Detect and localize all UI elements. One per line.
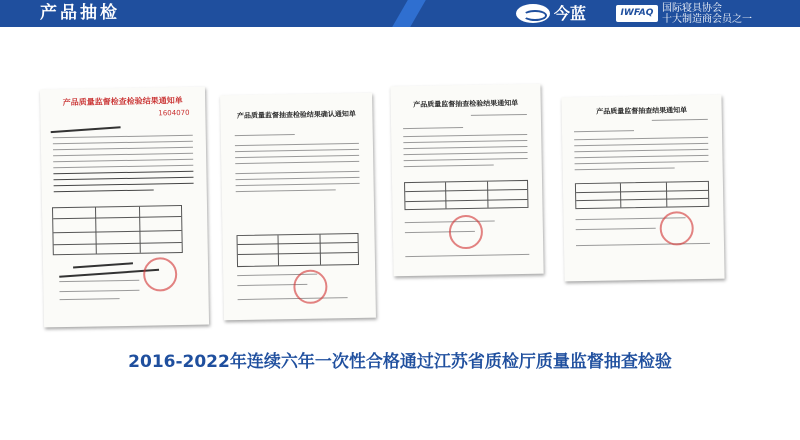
text-line [403, 146, 527, 149]
document-title: 产品质量监督抽查检验结果确认通知单 [236, 109, 356, 121]
inspection-document-1 [40, 87, 209, 328]
brand-logo-icon [516, 4, 550, 23]
red-seal [449, 215, 484, 250]
page-title: 产品抽检 [40, 3, 120, 23]
text-line [405, 254, 529, 257]
handwriting [73, 262, 133, 268]
table-col [319, 235, 321, 265]
text-line [235, 149, 359, 152]
document-number: 1604070 [158, 108, 190, 118]
table-row [405, 189, 527, 192]
text-line [53, 153, 193, 156]
association-line-2: 十大制造商会员之一 [662, 14, 752, 25]
table-row [576, 198, 708, 201]
text-line [53, 141, 193, 144]
text-line [471, 114, 527, 116]
text-line [235, 161, 359, 164]
text-line [235, 143, 359, 146]
text-line [652, 119, 708, 121]
table-row [238, 242, 358, 245]
inspection-document-2 [220, 93, 376, 321]
text-line [576, 228, 656, 230]
iwfaq-badge: IWFAQ [616, 5, 658, 22]
header-bar [0, 0, 800, 27]
brand-name: 今蓝 [554, 4, 587, 23]
handwriting [51, 126, 121, 133]
table-row [53, 216, 181, 219]
text-line [574, 149, 708, 152]
text-line [238, 297, 348, 300]
inspection-document-3 [390, 84, 543, 277]
text-line [404, 152, 528, 155]
results-table [404, 180, 528, 210]
text-line [575, 161, 709, 164]
text-line [53, 135, 193, 138]
table-col [620, 183, 621, 207]
text-line [404, 158, 528, 161]
text-line [236, 189, 336, 192]
table-col [445, 182, 446, 208]
text-line [574, 155, 708, 158]
text-line [403, 140, 527, 143]
text-line [60, 298, 120, 300]
text-line [576, 243, 710, 246]
table-row [576, 190, 708, 193]
brand-block [516, 0, 800, 27]
text-line [235, 171, 359, 174]
text-line [53, 165, 193, 168]
red-seal [143, 257, 178, 292]
text-line [54, 183, 194, 186]
inspection-document-4 [561, 95, 724, 282]
caption: 2016-2022年连续六年一次性合格通过江苏省质检厅质量监督抽查检验 [128, 352, 672, 372]
association-line-1: 国际寝具协会 [662, 3, 722, 14]
text-line [403, 127, 463, 129]
text-line [235, 134, 295, 136]
red-seal [293, 270, 328, 305]
results-table [52, 205, 183, 255]
table-row [54, 242, 182, 245]
text-line [235, 155, 359, 158]
text-line [54, 177, 194, 180]
header-stripe [392, 0, 426, 27]
text-line [403, 134, 527, 137]
text-line [236, 177, 360, 180]
text-line [53, 159, 193, 162]
text-line [575, 167, 675, 170]
document-title: 产品质量监督抽查检验结果通知单 [413, 99, 519, 109]
table-col [487, 182, 488, 208]
text-line [54, 189, 154, 192]
document-title: 产品质量监督检查检验结果通知单 [62, 95, 183, 108]
results-table [236, 233, 359, 267]
text-line [574, 137, 708, 140]
text-line [404, 165, 494, 168]
text-line [236, 183, 360, 186]
table-col [666, 183, 667, 207]
text-line [53, 171, 193, 174]
text-line [53, 147, 193, 150]
text-line [574, 130, 634, 132]
text-line [574, 143, 708, 146]
text-line [59, 290, 139, 292]
table-row [53, 230, 181, 233]
document-title: 产品质量监督抽查结果通知单 [596, 106, 688, 116]
table-col [278, 235, 280, 265]
red-seal [659, 211, 694, 246]
results-table [575, 181, 709, 209]
text-line [59, 280, 139, 282]
table-row [238, 252, 358, 255]
table-row [405, 199, 527, 202]
text-line [405, 221, 495, 224]
